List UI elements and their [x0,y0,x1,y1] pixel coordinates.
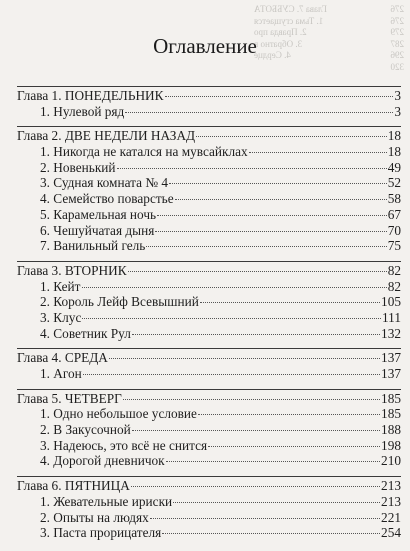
dot-leader [208,446,380,447]
bleed-row-title: 2. Правда про [254,27,307,37]
dot-leader [166,461,380,462]
chapter-entry-page-number: 137 [381,350,401,366]
section-entry-page-number: 82 [387,278,401,294]
section-entry[interactable] [17,238,401,254]
section-entry-title: 4. Советник Рул [40,325,131,341]
section-entry-title: 1. Жевательные ириски [40,493,173,509]
section-entry-page-number: 18 [387,144,401,160]
dot-leader [196,136,387,137]
section-entry[interactable] [17,104,401,120]
section-entry[interactable] [17,525,401,541]
section-entry[interactable] [17,310,401,326]
dot-leader [169,183,387,184]
bleed-row [254,62,404,74]
dot-leader [157,215,387,216]
chapter-entry-page-number: 82 [387,262,401,278]
section-entry[interactable] [17,494,401,510]
chapter-entry-page-number: 18 [387,128,401,144]
section-entry-page-number: 67 [387,206,401,222]
section-entry-title: 1. Одно небольшое условие [40,406,197,422]
section-entry-title: 6. Чешуйчатая дыня [40,222,155,238]
dot-leader [155,231,386,232]
chapter-block [17,261,401,341]
section-entry-page-number: 132 [381,325,401,341]
chapter-block [17,389,401,469]
dot-leader [200,302,380,303]
section-entry-title: 2. Король Лейф Всевышний [40,294,199,310]
chapter-entry-title: Глава 3. ВТОРНИК [17,262,127,278]
dot-leader [249,152,387,153]
chapter-block [17,476,401,541]
chapter-entry[interactable] [17,350,401,366]
chapter-entry-title: Глава 6. ПЯТНИЦА [17,478,130,494]
bleed-row [254,16,404,28]
section-entry[interactable] [17,406,401,422]
chapter-entry[interactable] [17,263,401,279]
section-entry-title: 2. Новенький [40,159,116,175]
dot-leader [146,246,386,247]
section-entry-title: 3. Паста прорицателя [40,525,162,541]
section-entry-page-number: 137 [381,366,401,381]
chapter-entry[interactable] [17,478,401,494]
section-entry-page-number: 254 [381,525,401,541]
section-entry-title: 1. Нулевой ряд [40,103,125,119]
section-entry-title: 5. Карамельная ночь [40,206,157,222]
section-entry[interactable] [17,191,401,207]
dot-leader [131,486,380,487]
section-entry[interactable] [17,453,401,469]
bleed-row-title: 4. Сердце [254,50,291,60]
chapter-entry[interactable] [17,88,401,104]
bleed-row [254,4,404,16]
section-entry[interactable] [17,160,401,176]
section-entry-page-number: 221 [381,509,401,525]
dot-leader [83,374,380,375]
section-entry-page-number: 70 [387,222,401,238]
section-entry[interactable] [17,223,401,239]
section-entry-page-number: 75 [387,238,401,254]
dot-leader [132,334,380,335]
dot-leader [150,518,380,519]
section-entry[interactable] [17,438,401,454]
chapter-block [17,348,401,381]
page-title: Оглавление [153,34,257,58]
section-entry-page-number: 198 [381,437,401,453]
dot-leader [132,430,380,431]
section-entry-title: 1. Агон [40,366,82,381]
bleed-row-page: 287 [390,38,404,49]
section-entry-page-number: 49 [387,159,401,175]
bleed-row-title: 3. Обратно в [254,38,303,49]
section-entry[interactable] [17,207,401,223]
dot-leader [165,96,394,97]
section-entry-page-number: 185 [381,406,401,422]
section-entry[interactable] [17,144,401,160]
section-entry[interactable] [17,279,401,295]
dot-leader [82,287,387,288]
chapter-entry-title: Глава 1. ПОНЕДЕЛЬНИК [17,88,164,103]
section-entry-title: 1. Никогда не катался на мувсайклах [40,144,248,160]
chapter-entry-title: Глава 2. ДВЕ НЕДЕЛИ НАЗАД [17,128,196,144]
section-entry-title: 2. В Закусочной [40,422,131,438]
chapter-block [17,126,401,254]
section-entry[interactable] [17,294,401,310]
section-entry-page-number: 188 [381,422,401,438]
section-entry-title: 3. Надеюсь, это всё не снится [40,437,208,453]
dot-leader [128,271,387,272]
section-entry-title: 3. Клус [40,309,82,325]
chapter-entry-page-number: 185 [381,390,401,406]
bleed-row-title: 1. Тьма сгущается [254,15,324,26]
section-entry-title: 4. Дорогой дневничок [40,453,165,469]
chapter-entry-title: Глава 4. СРЕДА [17,350,108,366]
bleed-row-title: Глава 7. СУББОТА [254,4,327,14]
chapter-entry-title: Глава 5. ЧЕТВЕРГ [17,390,122,406]
section-entry[interactable] [17,366,401,382]
dot-leader [117,168,387,169]
bleed-row-page: 276 [390,4,404,14]
dot-leader [82,318,381,319]
chapter-entry[interactable] [17,391,401,407]
section-entry-title: 3. Судная комната № 4 [40,175,168,191]
dot-leader [162,533,380,534]
chapter-entry-page-number: 213 [381,478,401,494]
section-entry-title: 4. Семейство поварстье [40,191,174,207]
section-entry-title: 1. Кейт [40,278,81,294]
section-entry-page-number: 105 [381,294,401,310]
chapter-entry-page-number: 3 [394,88,401,103]
section-entry-page-number: 52 [387,175,401,191]
dot-leader [173,502,380,503]
section-entry[interactable] [17,510,401,526]
dot-leader [125,112,393,113]
dot-leader [123,399,380,400]
chapter-entry[interactable] [17,128,401,144]
dot-leader [175,199,387,200]
section-entry[interactable] [17,326,401,342]
section-entry[interactable] [17,422,401,438]
section-entry[interactable] [17,175,401,191]
section-entry-page-number: 111 [382,309,401,325]
bleed-row-page: 296 [390,50,404,60]
dot-leader [109,358,380,359]
bleed-row-page: 320 [390,61,404,72]
section-entry-page-number: 210 [381,453,401,469]
section-entry-title: 2. Опыты на людях [40,509,149,525]
section-entry-page-number: 58 [387,191,401,207]
section-entry-page-number: 213 [381,493,401,509]
dot-leader [198,414,380,415]
bleed-row-page: 279 [390,27,404,37]
bleed-row-page: 276 [390,15,404,26]
table-of-contents [17,86,401,548]
section-entry-page-number: 3 [394,103,401,119]
section-entry-title: 7. Ванильный гель [40,238,146,254]
chapter-block [17,86,401,119]
